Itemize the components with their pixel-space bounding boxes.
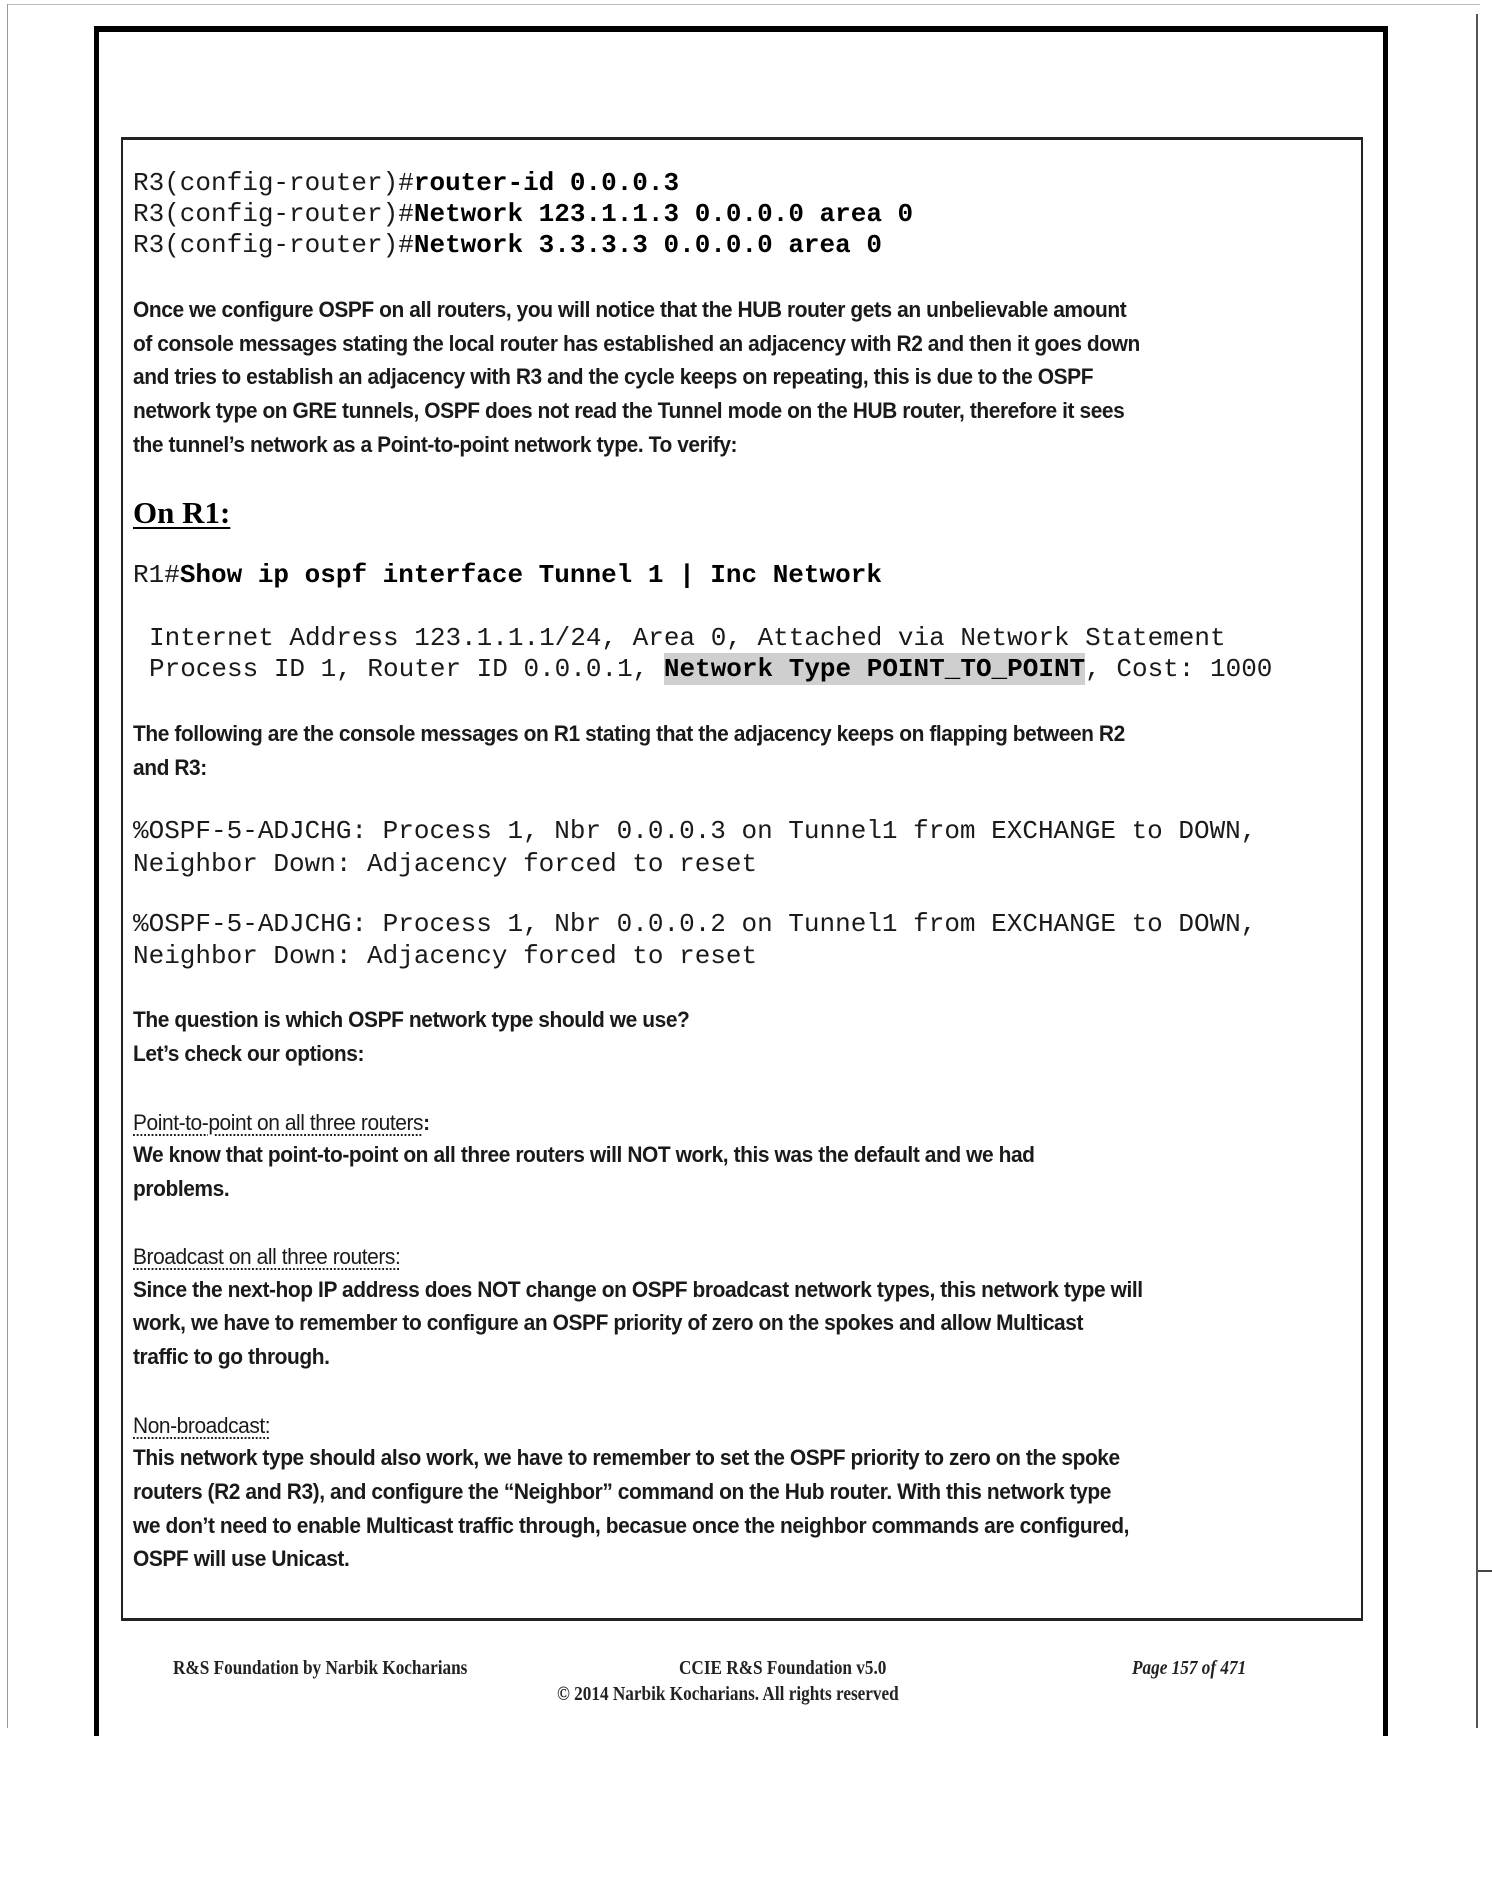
cli-command: Network 3.3.3.3 0.0.0.0 area 0: [413, 230, 882, 260]
paragraph-line: Let’s check our options:: [133, 1041, 365, 1066]
paragraph-line: OSPF will use Unicast.: [133, 1546, 350, 1571]
cli-prompt: R3(config-router)#: [133, 168, 414, 198]
cli-prompt: R3(config-router)#: [133, 199, 414, 229]
show-output-line: [149, 656, 1272, 682]
option-title-text: Point-to-point on all three routers: [133, 1110, 424, 1135]
output-text: Process ID 1, Router ID 0.0.0.1,: [149, 654, 664, 684]
section-heading: On R1:: [133, 495, 231, 530]
log-message-line: %OSPF-5-ADJCHG: Process 1, Nbr 0.0.0.2 on Tunnel1 from EXCHANGE to DOWN,: [133, 909, 1257, 939]
paragraph-line: network type on GRE tunnels, OSPF does not read the Tunnel mode on the HUB router, therefore it sees: [133, 398, 1125, 423]
paragraph-line: problems.: [133, 1176, 230, 1201]
log-message-line: Neighbor Down: Adjacency forced to reset: [133, 849, 758, 879]
config-line: [133, 201, 913, 227]
option-title-point-to-point: [133, 1112, 430, 1135]
cli-prompt: R3(config-router)#: [133, 230, 414, 260]
config-line: [133, 170, 679, 196]
paragraph-line: work, we have to remember to configure an OSPF priority of zero on the spokes and allow Multicast: [133, 1310, 1084, 1335]
scan-edge-right: [1476, 14, 1478, 1728]
output-text: , Cost: 1000: [1085, 654, 1273, 684]
footer-page-number: Page 157 of 471: [1132, 1657, 1247, 1679]
cli-prompt: R1#: [133, 560, 180, 590]
scan-edge-left: [7, 4, 8, 1728]
cli-command: router-id 0.0.0.3: [413, 168, 680, 198]
show-output-line: Internet Address 123.1.1.1/24, Area 0, Attached via Network Statement: [149, 623, 1226, 653]
paragraph-line: Once we configure OSPF on all routers, you will notice that the HUB router gets an unbelievable amount: [133, 297, 1127, 322]
log-message-line: Neighbor Down: Adjacency forced to reset: [133, 941, 758, 971]
paragraph-line: This network type should also work, we have to remember to set the OSPF priority to zero on the spoke: [133, 1445, 1120, 1470]
cli-command: Network 123.1.1.3 0.0.0.0 area 0: [413, 199, 914, 229]
paragraph-line: of console messages stating the local router has established an adjacency with R2 and then it goes down: [133, 331, 1140, 356]
footer-title: CCIE R&S Foundation v5.0: [679, 1657, 887, 1679]
option-title-non-broadcast: [133, 1415, 270, 1438]
footer-author: R&S Foundation by Narbik Kocharians: [173, 1657, 468, 1679]
paragraph-line: and tries to establish an adjacency with R3 and the cycle keeps on repeating, this is due to the OSPF: [133, 364, 1094, 389]
content-box: [121, 137, 1363, 1621]
scan-edge-top: [8, 4, 1480, 5]
option-title-suffix: :: [423, 1110, 430, 1135]
paragraph-line: The question is which OSPF network type should we use?: [133, 1007, 690, 1032]
paragraph-line: the tunnel’s network as a Point-to-point network type. To verify:: [133, 432, 738, 457]
paragraph-line: traffic to go through.: [133, 1344, 330, 1369]
scan-mark: [1478, 1570, 1492, 1572]
config-line: [133, 232, 882, 258]
option-title-text: Broadcast on all three routers:: [133, 1244, 401, 1269]
footer-copyright: © 2014 Narbik Kocharians. All rights reserved: [557, 1683, 899, 1705]
paragraph-line: we don’t need to enable Multicast traffic through, becasue once the neighbor commands are configured,: [133, 1513, 1130, 1538]
show-command-line: [133, 562, 882, 588]
option-title-broadcast: [133, 1246, 400, 1269]
paragraph-line: and R3:: [133, 755, 207, 780]
option-title-text: Non-broadcast:: [133, 1413, 271, 1438]
log-message-line: %OSPF-5-ADJCHG: Process 1, Nbr 0.0.0.3 on Tunnel1 from EXCHANGE to DOWN,: [133, 816, 1257, 846]
paragraph-line: The following are the console messages on R1 stating that the adjacency keeps on flapping between R2: [133, 721, 1125, 746]
paragraph-line: We know that point-to-point on all three routers will NOT work, this was the default and we had: [133, 1142, 1035, 1167]
paragraph-line: routers (R2 and R3), and configure the “Neighbor” command on the Hub router. With this network type: [133, 1479, 1111, 1504]
cli-command: Show ip ospf interface Tunnel 1 | Inc Network: [179, 560, 882, 590]
network-type-highlight: Network Type POINT_TO_POINT: [663, 654, 1086, 684]
paragraph-line: Since the next-hop IP address does NOT change on OSPF broadcast network types, this network type will: [133, 1277, 1143, 1302]
